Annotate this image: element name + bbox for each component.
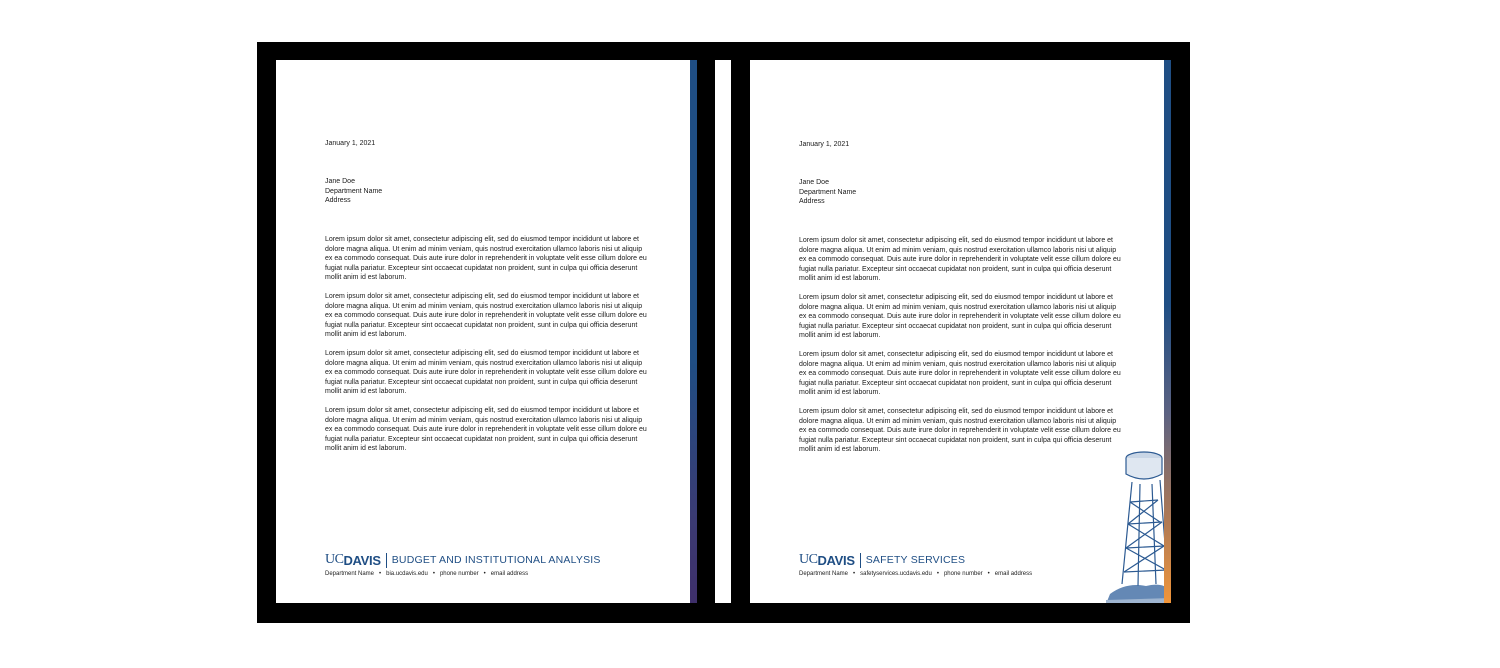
recipient-name: Jane Doe <box>799 179 829 186</box>
bullet-separator: • <box>379 571 382 577</box>
recipient-department: Department Name <box>325 187 383 195</box>
contact-phone: phone number <box>943 571 983 577</box>
page-divider <box>715 60 731 603</box>
logo-uc: UC <box>799 552 818 567</box>
contact-email: email address <box>994 571 1033 577</box>
body-paragraph: Lorem ipsum dolor sit amet, consectetur adipiscing elit, sed do eiusmod tempor incididunt ut labore et dolore magna aliqua. Ut enim ad minim veniam, quis nostrud exercitation ullamco laboris nisi ut aliquip ex ea commodo consequat. Duis aute irure dolor in reprehenderit in voluptate velit esse cillum dolore eu fugiat nulla pariatur. Excepteur sint occaecat cupidatat non proident, sunt in culpa qui officia deserunt mollit anim id est laborum. <box>799 351 1121 397</box>
ucdavis-logo <box>325 552 601 568</box>
body-paragraph: Lorem ipsum dolor sit amet, consectetur adipiscing elit, sed do eiusmod tempor incididunt ut labore et dolore magna aliqua. Ut enim ad minim veniam, quis nostrud exercitation ullamco laboris nisi ut aliquip ex ea commodo consequat. Duis aute irure dolor in reprehenderit in voluptate velit esse cillum dolore eu fugiat nulla pariatur. Excepteur sint occaecat cupidatat non proident, sunt in culpa qui officia deserunt mollit anim id est laborum. <box>799 294 1121 340</box>
ucdavis-logo <box>799 552 965 568</box>
letter-date: January 1, 2021 <box>799 141 850 148</box>
recipient-block <box>799 178 1129 207</box>
bullet-separator: • <box>987 571 990 577</box>
body-paragraph: Lorem ipsum dolor sit amet, consectetur adipiscing elit, sed do eiusmod tempor incididunt ut labore et dolore magna aliqua. Ut enim ad minim veniam, quis nostrud exercitation ullamco laboris nisi ut aliquip ex ea commodo consequat. Duis aute irure dolor in reprehenderit in voluptate velit esse cillum dolore eu fugiat nulla pariatur. Excepteur sint occaecat cupidatat non proident, sunt in culpa qui officia deserunt mollit anim id est laborum. <box>325 350 647 396</box>
unit-name: SAFETY SERVICES <box>865 554 966 566</box>
recipient-address: Address <box>799 198 825 206</box>
recipient-address: Address <box>325 197 351 205</box>
logo-uc: UC <box>325 552 344 567</box>
logo-davis: DAVIS <box>343 552 381 568</box>
accent-stripe-blue-orange <box>1164 60 1171 603</box>
letterhead-page-bia <box>276 60 690 603</box>
accent-stripe-blue-purple <box>690 60 697 603</box>
body-paragraph: Lorem ipsum dolor sit amet, consectetur adipiscing elit, sed do eiusmod tempor incididunt ut labore et dolore magna aliqua. Ut enim ad minim veniam, quis nostrud exercitation ullamco laboris nisi ut aliquip ex ea commodo consequat. Duis aute irure dolor in reprehenderit in voluptate velit esse cillum dolore eu fugiat nulla pariatur. Excepteur sint occaecat cupidatat non proident, sunt in culpa qui officia deserunt mollit anim id est laborum. <box>799 408 1121 454</box>
recipient-name: Jane Doe <box>325 178 355 185</box>
contact-email: email address <box>490 571 529 577</box>
body-paragraph: Lorem ipsum dolor sit amet, consectetur adipiscing elit, sed do eiusmod tempor incididunt ut labore et dolore magna aliqua. Ut enim ad minim veniam, quis nostrud exercitation ullamco laboris nisi ut aliquip ex ea commodo consequat. Duis aute irure dolor in reprehenderit in voluptate velit esse cillum dolore eu fugiat nulla pariatur. Excepteur sint occaecat cupidatat non proident, sunt in culpa qui officia deserunt mollit anim id est laborum. <box>799 237 1121 283</box>
contact-phone: phone number <box>439 571 479 577</box>
contact-website: safetyservices.ucdavis.edu <box>860 571 932 577</box>
footer-contact <box>799 571 1032 577</box>
bullet-separator: • <box>483 571 486 577</box>
recipient-department: Department Name <box>799 188 857 196</box>
bullet-separator: • <box>432 571 435 577</box>
footer-contact <box>325 571 528 577</box>
contact-department: Department Name <box>799 571 849 577</box>
letter-date: January 1, 2021 <box>325 140 376 147</box>
body-paragraph: Lorem ipsum dolor sit amet, consectetur adipiscing elit, sed do eiusmod tempor incididunt ut labore et dolore magna aliqua. Ut enim ad minim veniam, quis nostrud exercitation ullamco laboris nisi ut aliquip ex ea commodo consequat. Duis aute irure dolor in reprehenderit in voluptate velit esse cillum dolore eu fugiat nulla pariatur. Excepteur sint occaecat cupidatat non proident, sunt in culpa qui officia deserunt mollit anim id est laborum. <box>325 407 647 453</box>
water-tower-illustration-icon <box>1106 444 1164 603</box>
recipient-block <box>325 177 655 206</box>
unit-name: BUDGET AND INSTITUTIONAL ANALYSIS <box>391 554 601 566</box>
contact-department: Department Name <box>325 571 375 577</box>
bullet-separator: • <box>936 571 939 577</box>
body-paragraph: Lorem ipsum dolor sit amet, consectetur adipiscing elit, sed do eiusmod tempor incididunt ut labore et dolore magna aliqua. Ut enim ad minim veniam, quis nostrud exercitation ullamco laboris nisi ut aliquip ex ea commodo consequat. Duis aute irure dolor in reprehenderit in voluptate velit esse cillum dolore eu fugiat nulla pariatur. Excepteur sint occaecat cupidatat non proident, sunt in culpa qui officia deserunt mollit anim id est laborum. <box>325 293 647 339</box>
letterhead-page-safety <box>750 60 1164 603</box>
contact-website: bia.ucdavis.edu <box>386 571 428 577</box>
logo-davis: DAVIS <box>817 552 855 568</box>
body-paragraph: Lorem ipsum dolor sit amet, consectetur adipiscing elit, sed do eiusmod tempor incididunt ut labore et dolore magna aliqua. Ut enim ad minim veniam, quis nostrud exercitation ullamco laboris nisi ut aliquip ex ea commodo consequat. Duis aute irure dolor in reprehenderit in voluptate velit esse cillum dolore eu fugiat nulla pariatur. Excepteur sint occaecat cupidatat non proident, sunt in culpa qui officia deserunt mollit anim id est laborum. <box>325 236 647 282</box>
bullet-separator: • <box>853 571 856 577</box>
logo-divider <box>860 553 861 568</box>
logo-divider <box>386 553 387 568</box>
